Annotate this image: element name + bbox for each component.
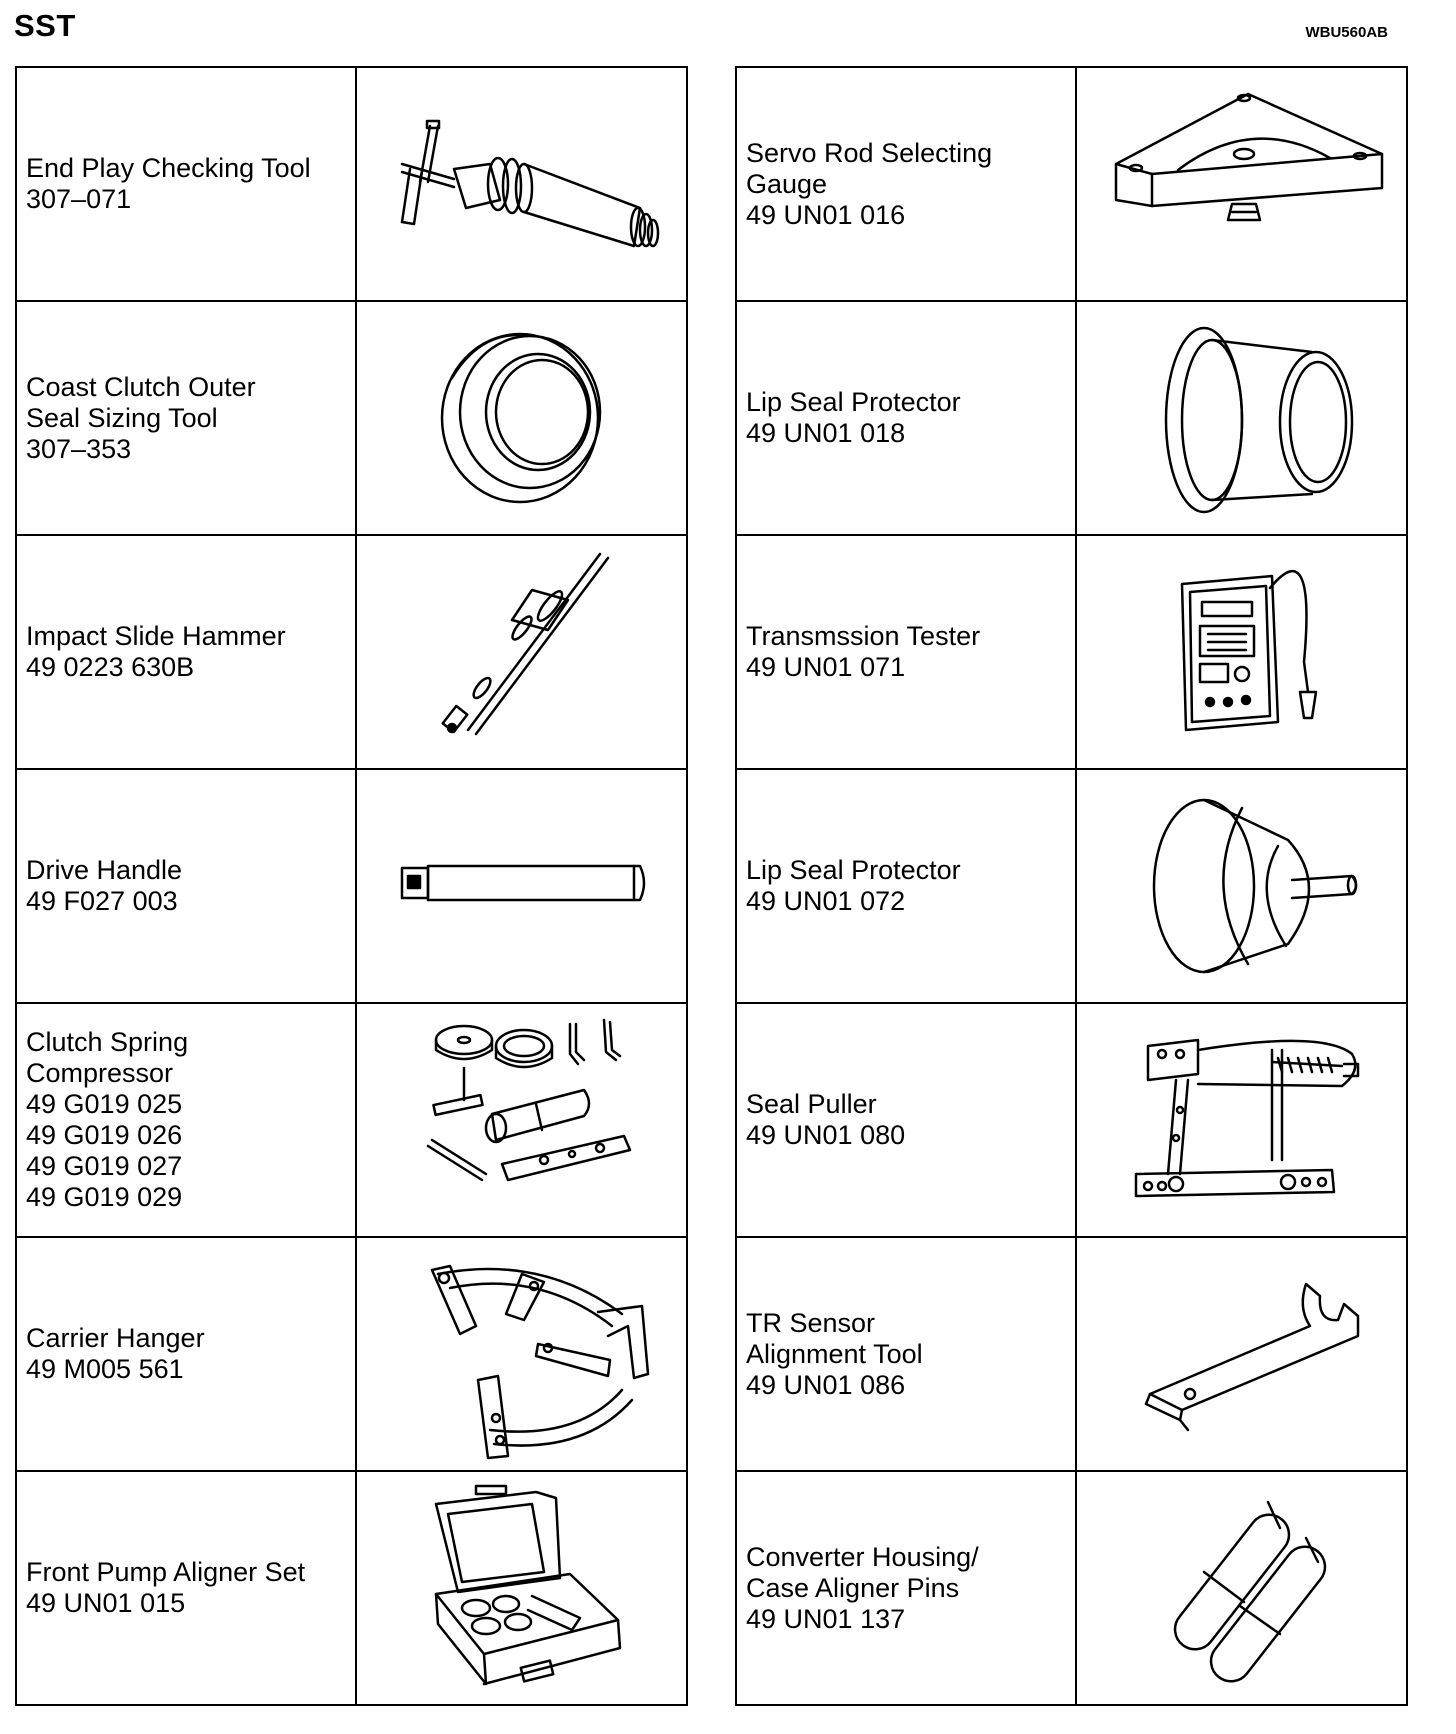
table-row bbox=[736, 67, 1407, 301]
carrier-hanger-icon bbox=[372, 1244, 672, 1464]
table-row bbox=[736, 1471, 1407, 1705]
tool-number: 49 UN01 018 bbox=[746, 418, 906, 448]
clutch-spring-compressor-icon bbox=[372, 1010, 672, 1230]
tool-number: 49 UN01 080 bbox=[746, 1120, 906, 1150]
tool-name: Clutch Spring bbox=[26, 1027, 189, 1057]
tool-name: Drive Handle bbox=[26, 855, 183, 885]
tool-number: 49 0223 630B bbox=[26, 652, 195, 682]
tool-name: Front Pump Aligner Set bbox=[26, 1557, 306, 1587]
tool-illustration bbox=[356, 1471, 687, 1705]
tr-sensor-alignment-tool-icon bbox=[1092, 1244, 1392, 1464]
tool-name: Compressor bbox=[26, 1058, 174, 1088]
tool-number: 49 UN01 015 bbox=[26, 1588, 186, 1618]
tool-illustration bbox=[356, 769, 687, 1003]
page-title: SST bbox=[14, 8, 76, 43]
tool-number: 49 UN01 072 bbox=[746, 886, 906, 916]
tool-number: 49 UN01 086 bbox=[746, 1369, 906, 1400]
tool-number: 49 G019 026 bbox=[26, 1120, 183, 1150]
table-row bbox=[16, 1471, 687, 1705]
tool-name: TR Sensor bbox=[746, 1307, 876, 1338]
tool-name: Lip Seal Protector bbox=[746, 855, 961, 885]
tool-illustration bbox=[356, 301, 687, 535]
tool-label bbox=[736, 1237, 1076, 1471]
slide-hammer-icon bbox=[372, 542, 672, 762]
tool-illustration bbox=[1076, 769, 1407, 1003]
tool-name: Alignment Tool bbox=[746, 1338, 923, 1369]
seal-sizing-ring-icon bbox=[372, 308, 672, 528]
drive-handle-icon bbox=[372, 776, 672, 996]
tool-name: Case Aligner Pins bbox=[746, 1572, 960, 1603]
tool-number: 307–353 bbox=[26, 433, 132, 464]
sst-table-right bbox=[735, 66, 1408, 1706]
table-row bbox=[16, 535, 687, 769]
table-row bbox=[16, 769, 687, 1003]
sst-table-left bbox=[15, 66, 688, 1706]
aligner-pins-icon bbox=[1092, 1478, 1392, 1698]
tool-label bbox=[736, 301, 1076, 535]
tool-name: Seal Puller bbox=[746, 1089, 877, 1119]
tool-number: 49 M005 561 bbox=[26, 1354, 184, 1384]
tool-number: 49 UN01 016 bbox=[746, 199, 906, 230]
tool-name: Carrier Hanger bbox=[26, 1323, 205, 1353]
table-row bbox=[736, 1237, 1407, 1471]
tool-illustration bbox=[356, 1003, 687, 1237]
tool-label bbox=[736, 67, 1076, 301]
tool-illustration bbox=[1076, 67, 1407, 301]
tool-label bbox=[16, 769, 356, 1003]
tool-label bbox=[16, 535, 356, 769]
tool-illustration bbox=[1076, 1003, 1407, 1237]
tool-label bbox=[736, 1471, 1076, 1705]
table-row bbox=[736, 301, 1407, 535]
table-row bbox=[16, 301, 687, 535]
lip-seal-protector-cup-icon bbox=[1092, 308, 1392, 528]
tool-name: Transmssion Tester bbox=[746, 621, 981, 651]
tool-number: 49 G019 029 bbox=[26, 1182, 183, 1212]
tool-number: 49 G019 027 bbox=[26, 1151, 183, 1181]
tool-name: Coast Clutch Outer bbox=[26, 371, 256, 402]
figure-code: WBU560AB bbox=[1305, 24, 1388, 41]
tool-label bbox=[736, 769, 1076, 1003]
tool-name: Seal Sizing Tool bbox=[26, 402, 218, 433]
tool-label bbox=[16, 67, 356, 301]
table-row bbox=[16, 67, 687, 301]
aligner-set-case-icon bbox=[372, 1478, 672, 1698]
tool-label bbox=[16, 1471, 356, 1705]
tool-illustration bbox=[356, 67, 687, 301]
tool-name: Lip Seal Protector bbox=[746, 387, 961, 417]
lip-seal-protector-drum-icon bbox=[1092, 776, 1392, 996]
tool-illustration bbox=[1076, 535, 1407, 769]
table-row bbox=[736, 1003, 1407, 1237]
table-row bbox=[736, 769, 1407, 1003]
tool-number: 49 UN01 137 bbox=[746, 1603, 906, 1634]
servo-gauge-icon bbox=[1092, 74, 1392, 294]
tool-label bbox=[736, 535, 1076, 769]
end-play-checking-tool-icon bbox=[372, 74, 672, 294]
tool-illustration bbox=[356, 535, 687, 769]
tool-number: 49 UN01 071 bbox=[746, 652, 906, 682]
tool-illustration bbox=[1076, 1237, 1407, 1471]
tool-illustration bbox=[1076, 301, 1407, 535]
tool-number: 49 F027 003 bbox=[26, 886, 178, 916]
tool-label bbox=[16, 1237, 356, 1471]
table-row bbox=[16, 1003, 687, 1237]
tool-name: Servo Rod Selecting bbox=[746, 137, 993, 168]
tool-label bbox=[16, 1003, 356, 1237]
transmission-tester-icon bbox=[1092, 542, 1392, 762]
tool-label bbox=[16, 301, 356, 535]
seal-puller-icon bbox=[1092, 1010, 1392, 1230]
tool-name: Converter Housing/ bbox=[746, 1541, 979, 1572]
table-row bbox=[16, 1237, 687, 1471]
tool-name: Gauge bbox=[746, 168, 828, 199]
tool-label bbox=[736, 1003, 1076, 1237]
tool-name: End Play Checking Tool bbox=[26, 153, 311, 183]
tool-name: Impact Slide Hammer bbox=[26, 621, 286, 651]
tool-number: 49 G019 025 bbox=[26, 1089, 183, 1119]
tool-number: 307–071 bbox=[26, 184, 132, 214]
table-row bbox=[736, 535, 1407, 769]
tool-illustration bbox=[1076, 1471, 1407, 1705]
tool-illustration bbox=[356, 1237, 687, 1471]
